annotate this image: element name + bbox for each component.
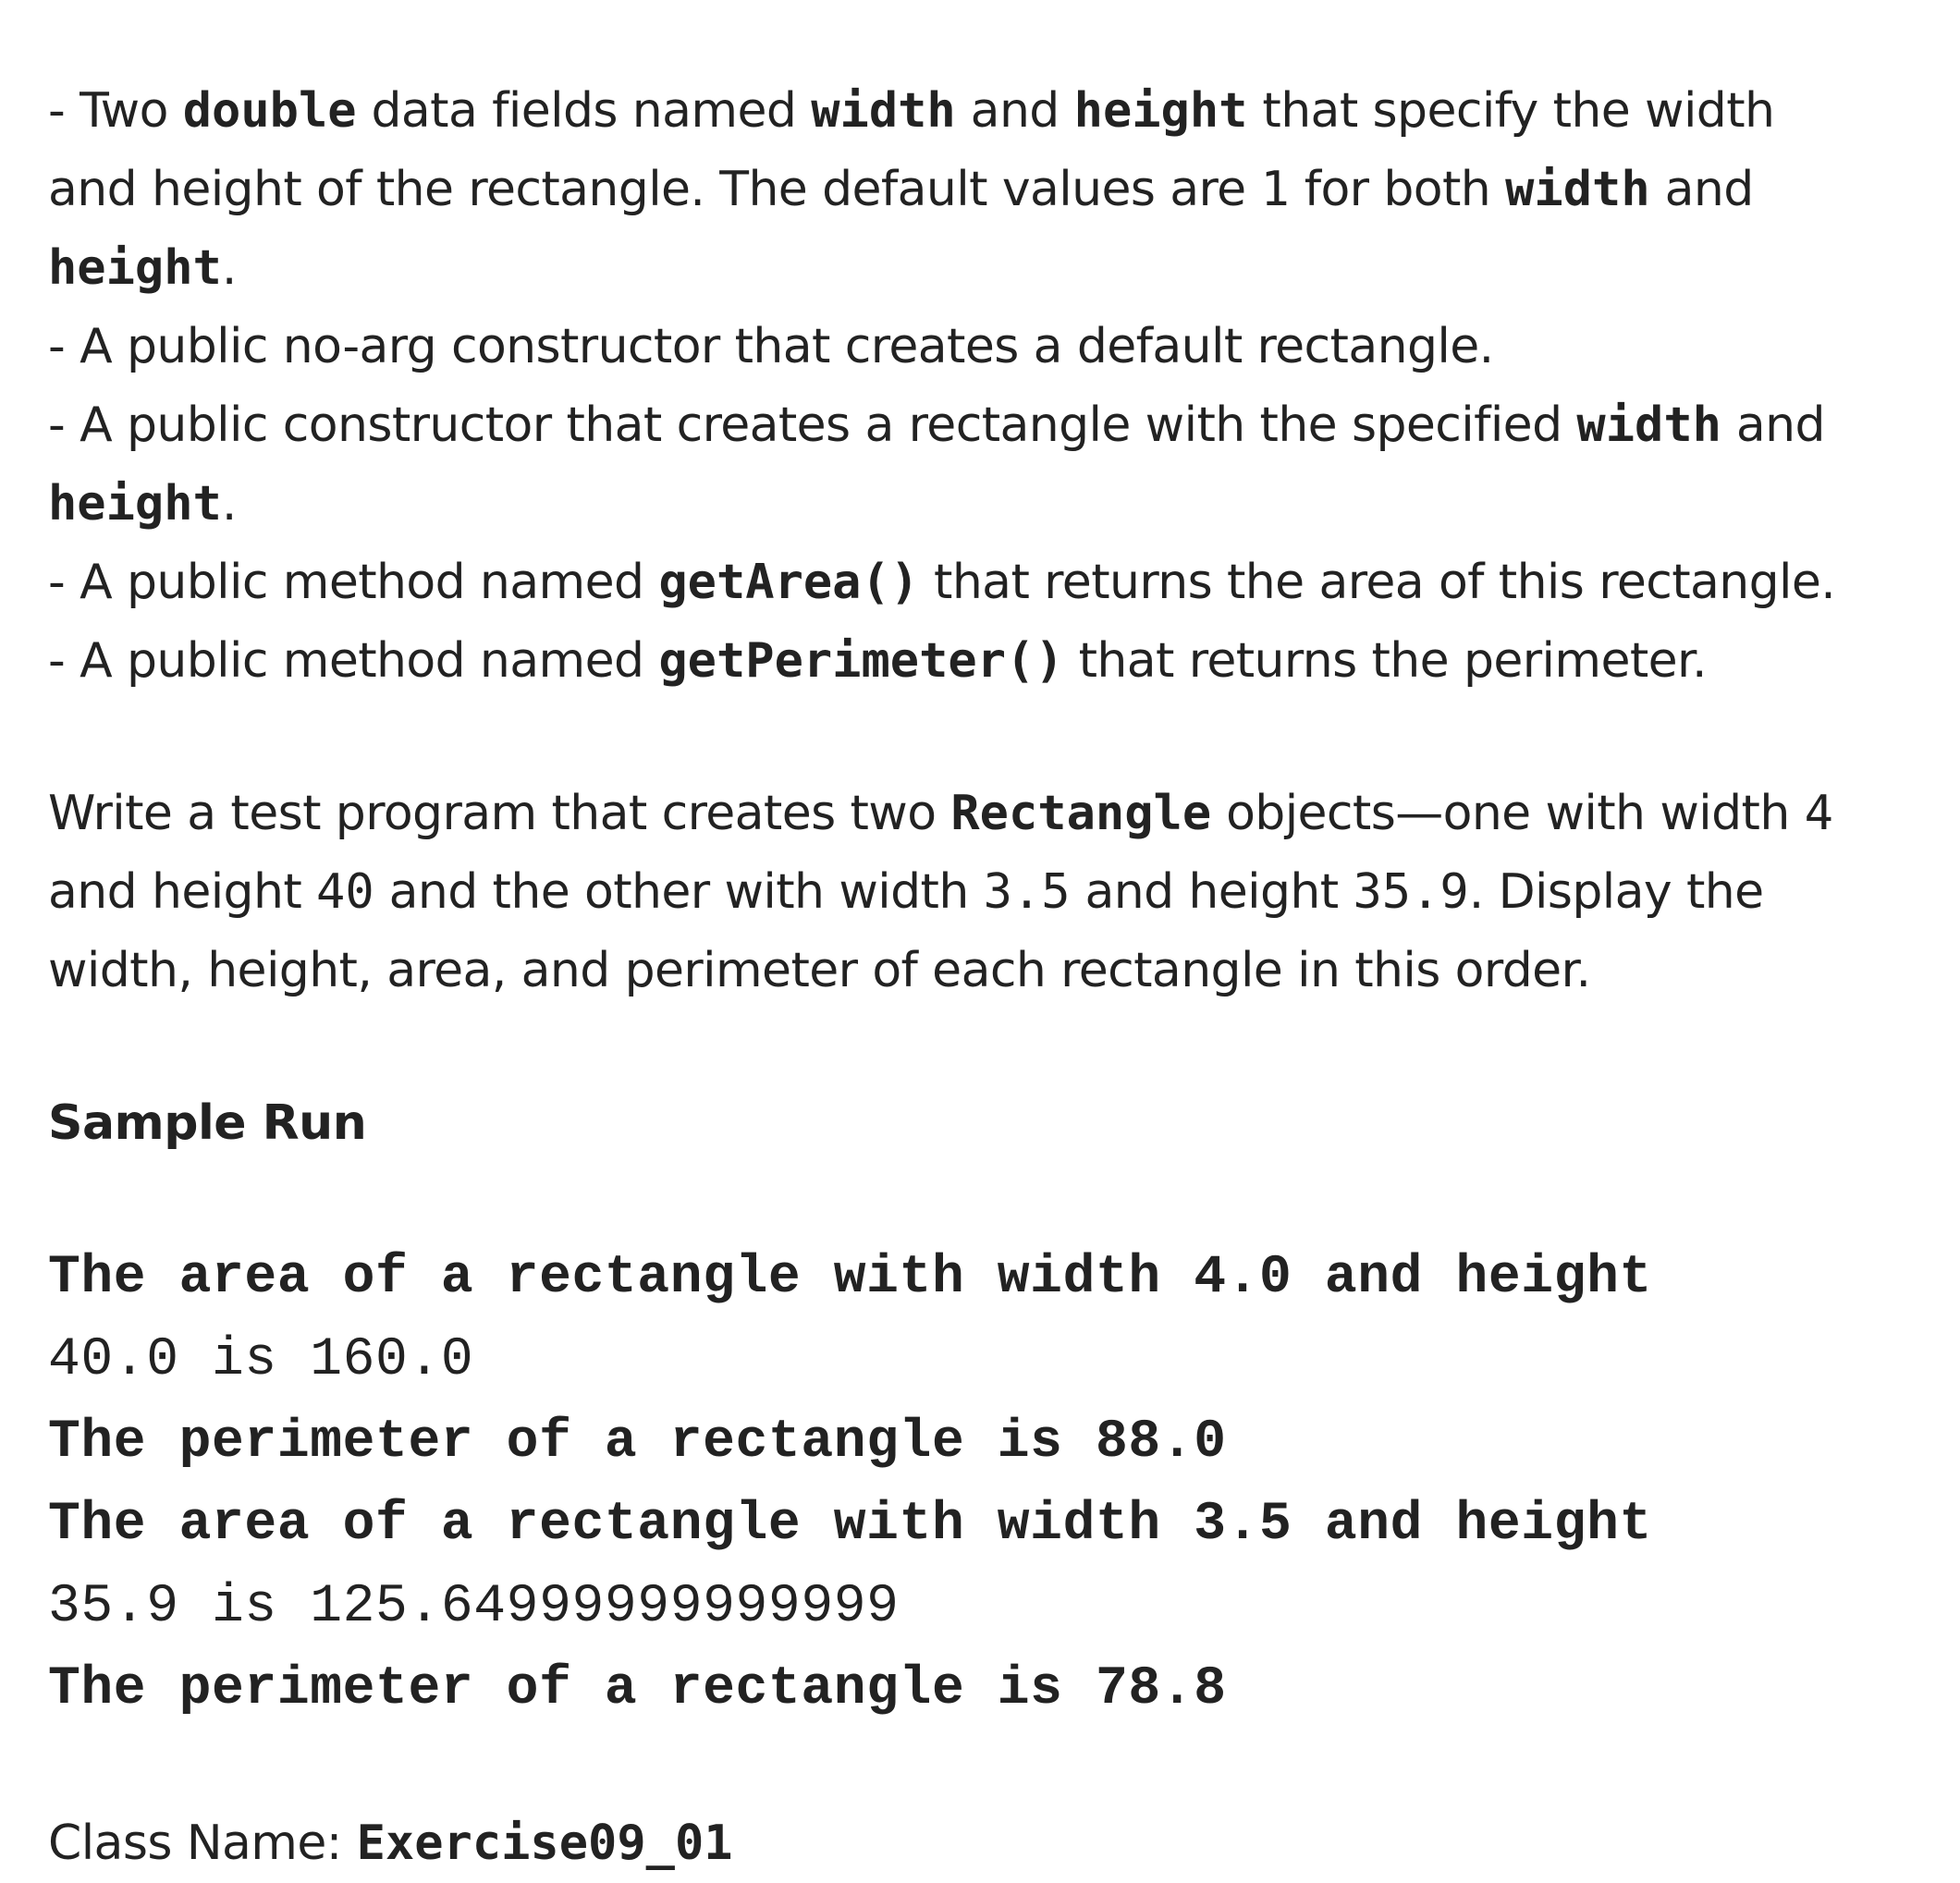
- text: that specify the width: [1247, 83, 1775, 139]
- class-name-value: Exercise09_01: [356, 1816, 733, 1871]
- spacer: [48, 701, 1934, 775]
- code-value: 4: [1804, 786, 1833, 841]
- text: - Two: [48, 83, 183, 139]
- text: - A public no-arg constructor that creates a default rectangle.: [48, 319, 1494, 374]
- text: for both: [1289, 162, 1506, 217]
- spec-item-get-perimeter: [48, 622, 1934, 701]
- text: - A public method named: [48, 555, 659, 610]
- code-width: width: [1576, 397, 1721, 453]
- text: and height: [1070, 864, 1354, 920]
- class-name-line: [48, 1804, 1934, 1883]
- code-value: 35.9: [1353, 864, 1469, 920]
- text: objects—one with width: [1211, 786, 1805, 841]
- spec-item-data-fields-line-2: [48, 151, 1934, 229]
- spec-item-get-area: [48, 544, 1934, 622]
- text: - A public method named: [48, 633, 659, 689]
- code-value: 3.5: [983, 864, 1071, 920]
- test-program-line-1: [48, 775, 1934, 853]
- code-double: double: [182, 83, 357, 139]
- code-height: height: [48, 476, 222, 532]
- test-program-line-3: [48, 932, 1934, 1010]
- spec-item-constructor-line-2: [48, 465, 1934, 544]
- text: and: [955, 83, 1074, 139]
- text: and: [1649, 162, 1754, 217]
- text: width, height, area, and perimeter of each rectangle in this order.: [48, 943, 1591, 998]
- code-default-value: 1: [1260, 162, 1290, 217]
- spec-item-data-fields-line-1: [48, 72, 1934, 151]
- spec-item-no-arg-constructor: [48, 308, 1934, 386]
- text: Write a test program that creates two: [48, 786, 951, 841]
- class-name-label: Class Name:: [48, 1816, 357, 1871]
- text: .: [221, 476, 237, 532]
- code-width: width: [811, 83, 956, 139]
- code-get-perimeter: getPerimeter(): [658, 633, 1064, 689]
- code-width: width: [1505, 162, 1650, 217]
- text: and height of the rectangle. The default values are: [48, 162, 1261, 217]
- text: . Display the: [1468, 864, 1764, 920]
- text: and height: [48, 864, 317, 920]
- code-rectangle: Rectangle: [950, 786, 1212, 841]
- spacer: [48, 1163, 1934, 1237]
- spacer: [48, 1730, 1934, 1804]
- text: and the other with width: [374, 864, 984, 920]
- text: - A public constructor that creates a rectangle with the specified: [48, 397, 1577, 453]
- test-program-line-2: [48, 853, 1934, 932]
- code-get-area: getArea(): [658, 555, 920, 610]
- spec-item-constructor-line-1: [48, 386, 1934, 465]
- sample-output-line: The perimeter of a rectangle is 88.0: [48, 1412, 1227, 1473]
- code-value: 40: [316, 864, 374, 920]
- sample-output-line: 35.9 is 125.64999999999999: [48, 1577, 900, 1637]
- text: that returns the area of this rectangle.: [919, 555, 1836, 610]
- sample-run-heading: Sample Run: [48, 1095, 367, 1151]
- sample-output-line: The area of a rectangle with width 3.5 and height: [48, 1495, 1652, 1555]
- text: and: [1721, 397, 1825, 453]
- text: that returns the perimeter.: [1063, 633, 1707, 689]
- sample-output-line: The perimeter of a rectangle is 78.8: [48, 1659, 1227, 1719]
- sample-output-line: 40.0 is 160.0: [48, 1330, 474, 1390]
- code-height: height: [1073, 83, 1248, 139]
- code-height: height: [48, 240, 222, 296]
- text: data fields named: [356, 83, 812, 139]
- text: .: [221, 240, 237, 296]
- spec-item-data-fields-line-3: [48, 229, 1934, 308]
- spacer: [48, 1010, 1934, 1084]
- sample-output-line: The area of a rectangle with width 4.0 and height: [48, 1248, 1652, 1308]
- exercise-document: [48, 72, 1934, 1883]
